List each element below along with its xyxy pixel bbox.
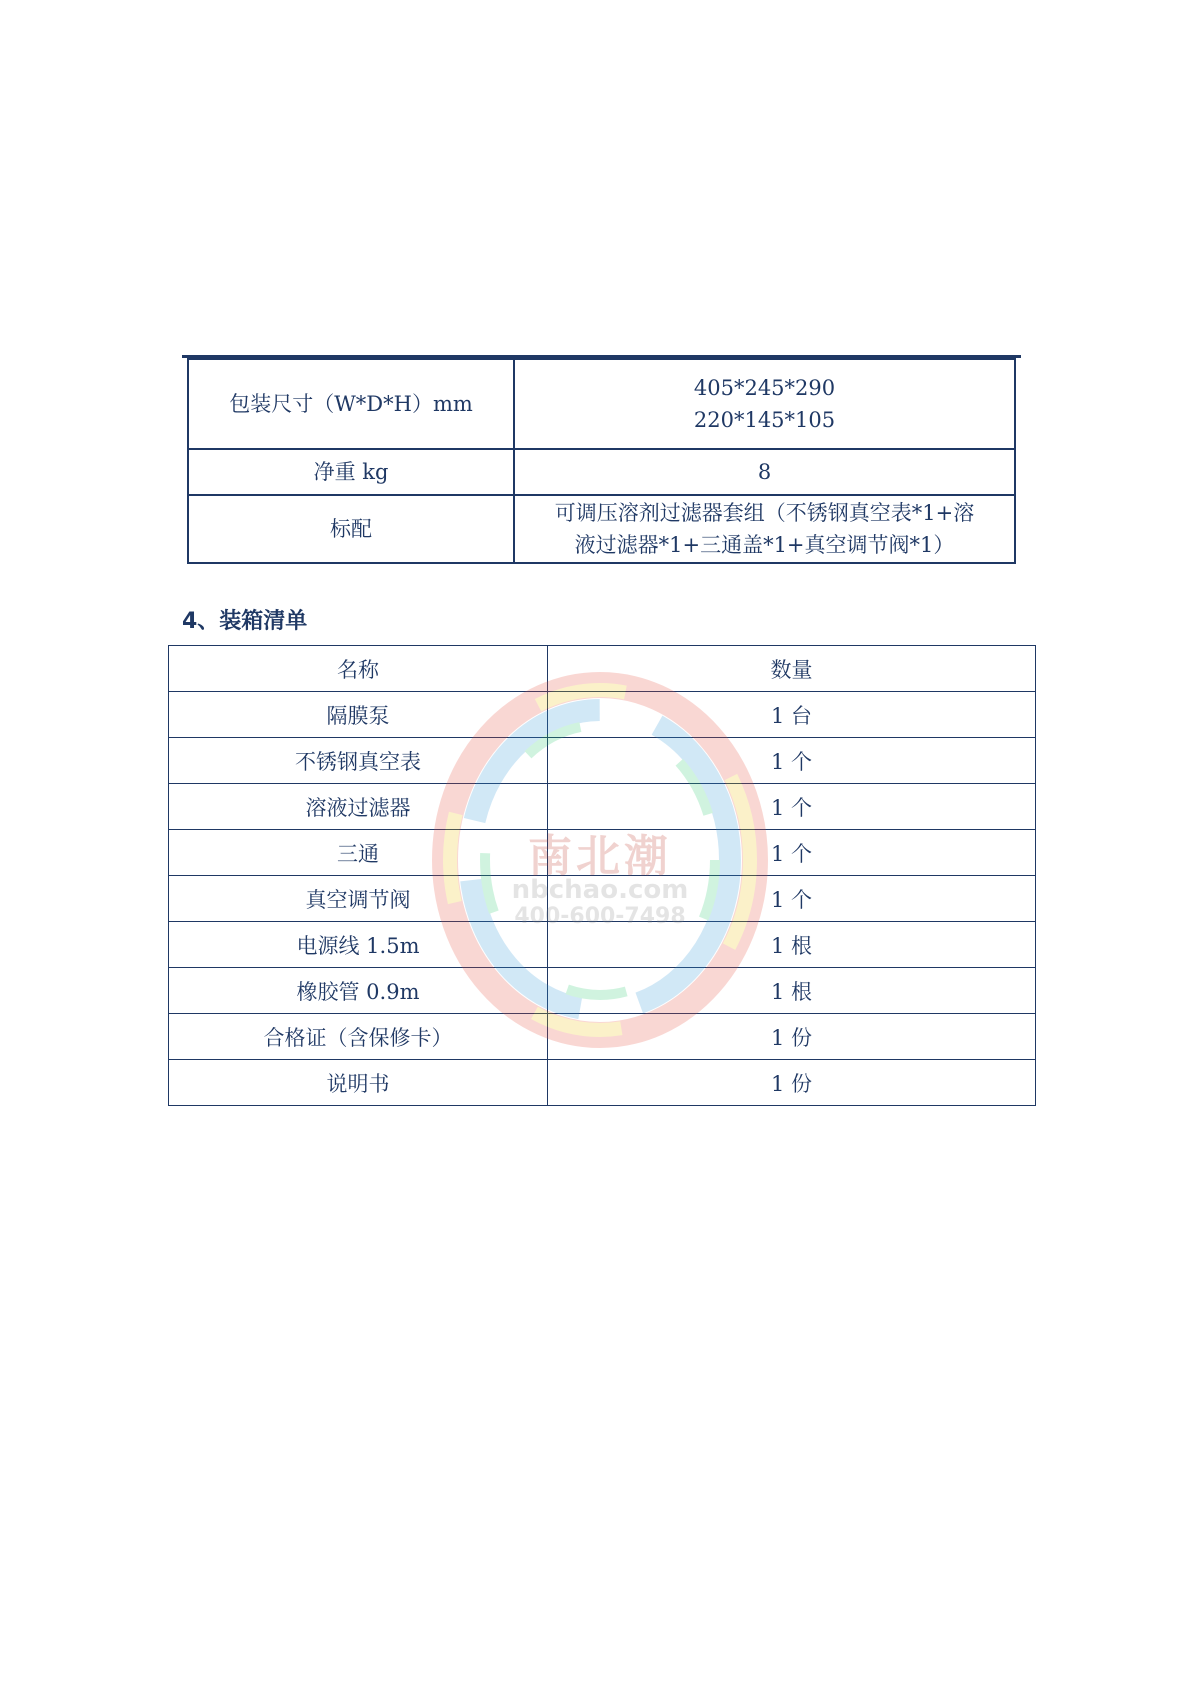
spec-value [514, 359, 1015, 449]
item-name: 真空调节阀 [169, 876, 548, 922]
column-header-quantity: 数量 [548, 646, 1036, 692]
table-row [169, 738, 1036, 784]
table-row [169, 784, 1036, 830]
spec-label: 标配 [188, 495, 514, 563]
packing-list-table [168, 645, 1036, 1106]
item-name: 不锈钢真空表 [169, 738, 548, 784]
spec-value-line: 8 [757, 460, 772, 484]
item-quantity: 1 根 [548, 922, 1036, 968]
spec-row-net-weight [188, 449, 1015, 495]
spec-label: 包装尺寸（W*D*H）mm [188, 359, 514, 449]
spec-row-package-size [188, 359, 1015, 449]
item-quantity: 1 个 [548, 784, 1036, 830]
item-name: 橡胶管 0.9m [169, 968, 548, 1014]
section-heading-packing-list: 4、装箱清单 [182, 609, 308, 634]
item-name: 说明书 [169, 1060, 548, 1106]
table-header-row [169, 646, 1036, 692]
table-row [169, 968, 1036, 1014]
item-name: 电源线 1.5m [169, 922, 548, 968]
watermark-brand: 南北潮 [528, 831, 672, 882]
item-quantity: 1 份 [548, 1060, 1036, 1106]
spec-value-line: 220*145*105 [693, 408, 836, 432]
item-name: 隔膜泵 [169, 692, 548, 738]
spec-row-standard-config [188, 495, 1015, 563]
table-row [169, 1014, 1036, 1060]
watermark-phone: 400-600-7498 [514, 904, 686, 929]
item-quantity: 1 根 [548, 968, 1036, 1014]
table-row [169, 876, 1036, 922]
item-name: 溶液过滤器 [169, 784, 548, 830]
item-quantity: 1 个 [548, 738, 1036, 784]
spec-value [514, 495, 1015, 563]
item-quantity: 1 份 [548, 1014, 1036, 1060]
column-header-name: 名称 [169, 646, 548, 692]
watermark-domain: nbchao.com [511, 875, 689, 905]
spec-value-line: 可调压溶剂过滤器套组（不锈钢真空表*1+溶 [554, 501, 975, 525]
item-quantity: 1 个 [548, 876, 1036, 922]
spec-value [514, 449, 1015, 495]
spec-table [187, 358, 1016, 564]
item-quantity: 1 台 [548, 692, 1036, 738]
item-name: 三通 [169, 830, 548, 876]
table-row [169, 1060, 1036, 1106]
spec-value-line: 液过滤器*1+三通盖*1+真空调节阀*1） [574, 533, 955, 557]
table-row [169, 830, 1036, 876]
spec-label: 净重 kg [188, 449, 514, 495]
spec-value-line: 405*245*290 [693, 376, 836, 400]
item-quantity: 1 个 [548, 830, 1036, 876]
table-row [169, 922, 1036, 968]
item-name: 合格证（含保修卡） [169, 1014, 548, 1060]
table-row [169, 692, 1036, 738]
